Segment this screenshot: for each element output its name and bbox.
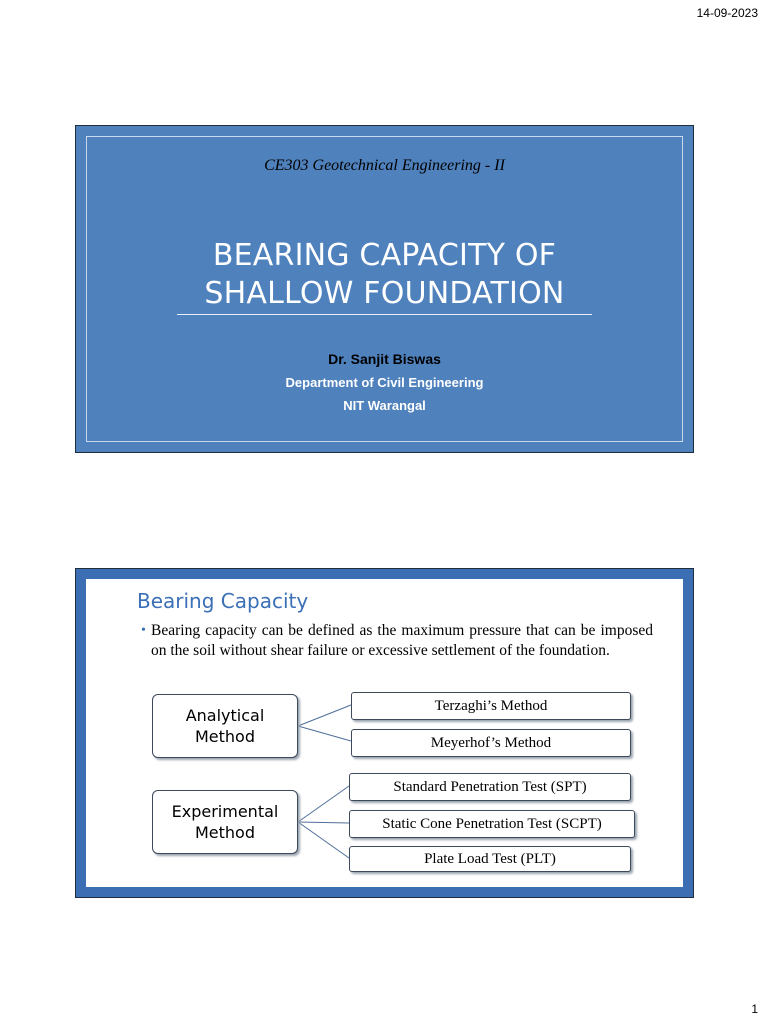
connector-line: [298, 705, 351, 726]
page-date: 14-09-2023: [696, 6, 758, 20]
bearing-capacity-slide-body: [86, 579, 683, 887]
title-divider: [177, 314, 592, 315]
terzaghi-method-box: Terzaghi’s Method: [351, 692, 631, 720]
title-slide-inner-border: [86, 136, 683, 442]
connector-line: [298, 726, 351, 741]
slide-title: [87, 237, 682, 313]
connector-line: [298, 786, 349, 822]
connector-line: [298, 822, 349, 823]
institute-name: NIT Warangal: [343, 398, 426, 413]
analytical-method-box: [152, 694, 298, 758]
spt-test-box: Standard Penetration Test (SPT): [349, 773, 631, 801]
scpt-test-box: Static Cone Penetration Test (SCPT): [349, 810, 635, 838]
page-number: 1: [751, 1002, 758, 1016]
slide-title-line-2: SHALLOW FOUNDATION: [204, 276, 565, 311]
department-name: Department of Civil Engineering: [285, 375, 484, 390]
meyerhof-method-box: Meyerhof’s Method: [351, 729, 631, 757]
definition-bullet: [141, 621, 653, 661]
bearing-capacity-slide: [75, 568, 694, 898]
analytical-label-line-2: Method: [194, 727, 255, 746]
experimental-label-line-1: Experimental: [171, 802, 279, 821]
experimental-label-line-2: Method: [194, 823, 255, 842]
plate-load-test-box: Plate Load Test (PLT): [349, 846, 631, 872]
definition-text: Bearing capacity can be defined as the maximum pressure that can be imposed on the soil without shear failure or excessive settlement of the foundation.: [151, 622, 653, 659]
analytical-label-line-1: Analytical: [185, 706, 265, 725]
experimental-method-box: [152, 790, 298, 854]
bullet-marker: •: [141, 623, 146, 638]
title-slide: [75, 125, 694, 453]
connector-line: [298, 822, 349, 858]
slide-heading: Bearing Capacity: [137, 589, 309, 613]
course-name: CE303 Geotechnical Engineering - II: [264, 157, 505, 174]
slide-title-line-1: BEARING CAPACITY OF: [212, 238, 557, 273]
author-name: Dr. Sanjit Biswas: [328, 351, 441, 367]
